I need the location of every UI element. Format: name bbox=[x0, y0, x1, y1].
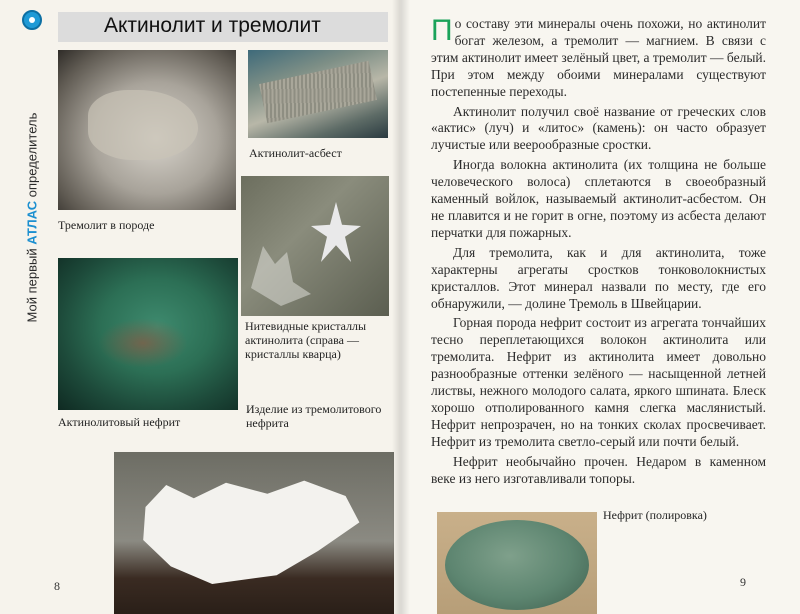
caption-tremolite-product: Изделие из тремолитового нефрита bbox=[246, 402, 382, 430]
photo-tremolite-product bbox=[114, 452, 394, 614]
caption-thread-crystals: Нитевидные кристаллы актинолита (справа — кристаллы кварца) bbox=[245, 319, 367, 361]
paragraph-1-text: о составу эти минералы очень похожи, но актинолит богат железом, а тремолит — магнием. В связи с этим актинолит имеет зелёный цвет, а тремолит — белый. При этом между обоими минералами существуют постепенные переходы. bbox=[431, 16, 766, 99]
book-gutter bbox=[392, 0, 410, 614]
page-title: Актинолит и тремолит bbox=[104, 14, 321, 37]
caption-actinolite-nephrite: Актинолитовый нефрит bbox=[58, 415, 181, 429]
caption-nephrite-polished: Нефрит (полировка) bbox=[603, 508, 707, 522]
drop-cap: П bbox=[431, 14, 453, 47]
page-number-left: 8 bbox=[54, 579, 60, 593]
paragraph-6: Нефрит необычайно прочен. Недаром в каменном веке из него изготавливали топоры. bbox=[431, 453, 766, 486]
caption-actinolite-asbestos: Актинолит-асбест bbox=[249, 146, 342, 160]
series-accent: АТЛАС bbox=[24, 200, 40, 245]
photo-tremolite-in-rock bbox=[58, 50, 236, 210]
paragraph-5: Горная порода нефрит состоит из агрегата тончайших тесно переплетающихся волокон актинолита или тремолита. Нефрит из актинолита имеет довольно разнообразные оттенки зелёного — насыщенной летней листвы, нежного молодого салата, яркого шпината. Блеск хорошо отполированного камня слегка маслянистый. Нефрит непрозрачен, но на тонких сколах просвечивает. Нефрит из тремолита светло-серый или почти белый. bbox=[431, 315, 766, 449]
series-prefix: Мой первый bbox=[24, 244, 40, 323]
photo-thread-crystals bbox=[241, 176, 389, 316]
photo-nephrite-polished bbox=[437, 512, 597, 614]
article-text bbox=[431, 16, 766, 490]
paragraph-4: Для тремолита, как и для актинолита, тоже характерны агрегаты сростков тонковолокнистых кристаллов. Этот минерал назвали по месту, где его обнаружили, — долине Тремоль в Швейцарии. bbox=[431, 244, 766, 311]
paragraph-3: Иногда волокна актинолита (их толщина не больше человеческого волоса) сплетаются в своеобразный каменный войлок, называемый актинолит-асбестом. Он не плавится и не горит в огне, поэтому из асбеста делают перчатки для пожарных. bbox=[431, 157, 766, 240]
photo-actinolite-nephrite bbox=[58, 258, 238, 410]
caption-tremolite-in-rock: Тремолит в породе bbox=[58, 218, 155, 232]
paragraph-2: Актинолит получил своё название от греческих слов «актис» (луч) и «литос» (камень): он часто образует лучистые или веерообразные сростки. bbox=[431, 103, 766, 153]
paragraph-1 bbox=[431, 16, 766, 101]
series-strip bbox=[22, 10, 42, 600]
series-title bbox=[25, 33, 40, 323]
series-suffix: определитель bbox=[24, 112, 40, 201]
series-logo-icon bbox=[22, 10, 42, 30]
photo-actinolite-asbestos bbox=[248, 50, 388, 138]
page-number-right: 9 bbox=[740, 575, 746, 589]
